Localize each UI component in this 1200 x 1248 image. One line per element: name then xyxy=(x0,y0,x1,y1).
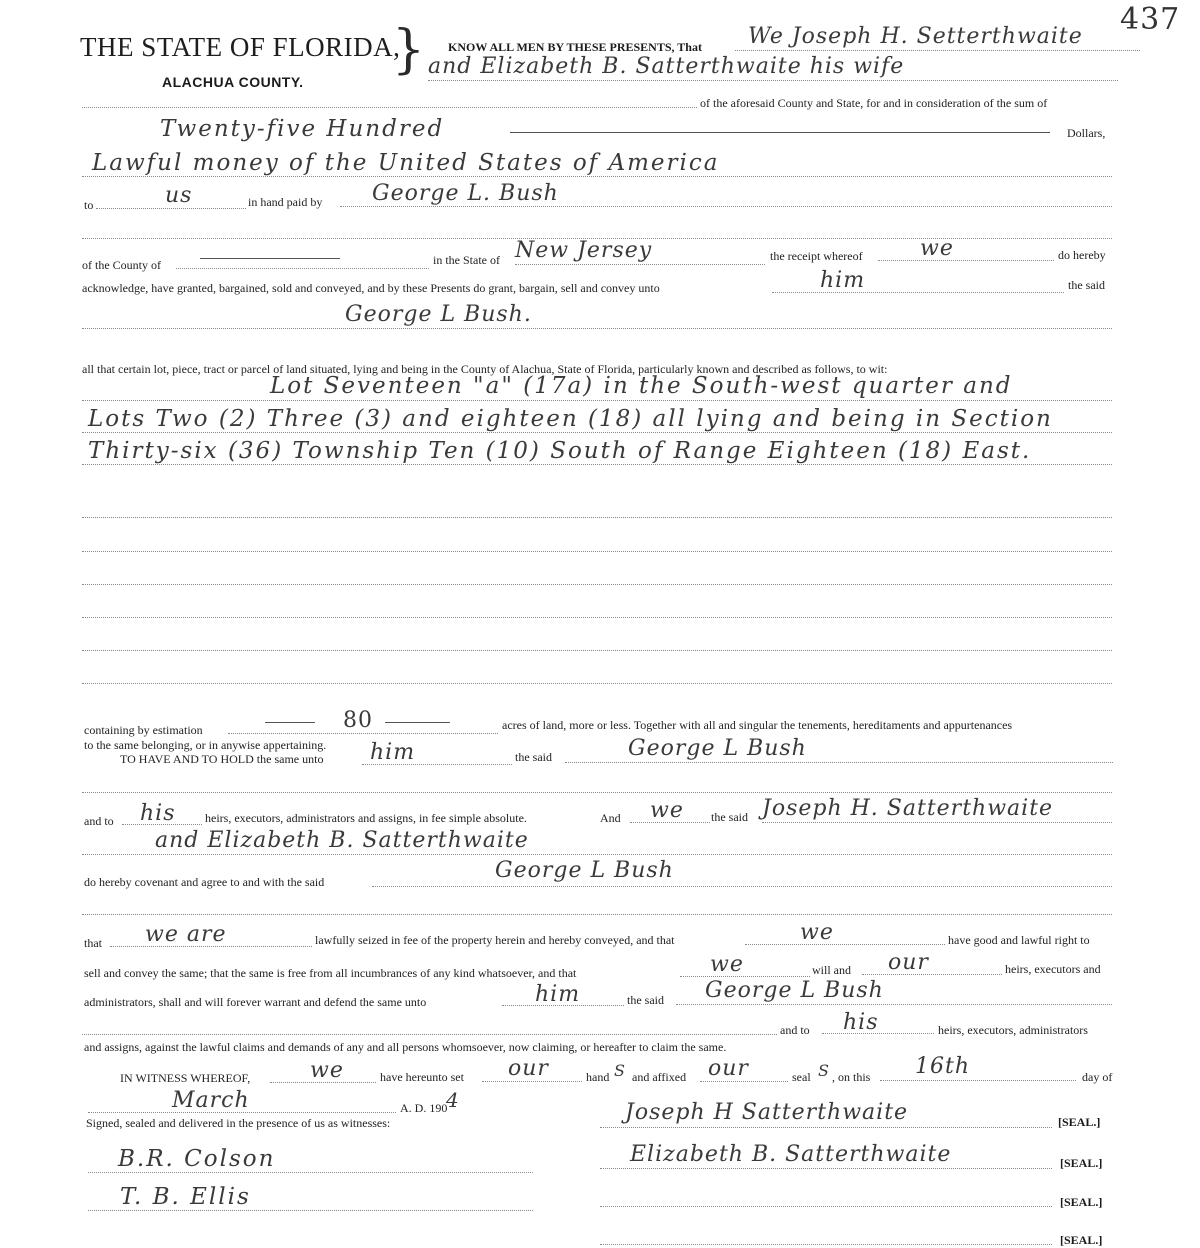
sell-rule-2 xyxy=(862,974,1002,975)
seized-value: we xyxy=(800,920,834,945)
rule-e xyxy=(82,1034,777,1035)
description-line-2: Lots Two (2) Three (3) and eighteen (18) all lying and being in Section xyxy=(88,406,1053,432)
description-line-3: Thirty-six (36) Township Ten (10) South of Range Eighteen (18) East. xyxy=(88,438,1032,464)
covenant-rule xyxy=(372,886,1112,887)
acres-dash-r xyxy=(385,722,450,723)
that-value: we are xyxy=(145,922,227,947)
blank-rule-4 xyxy=(82,617,1112,618)
and-value: we xyxy=(650,798,684,823)
day-rule xyxy=(880,1080,1076,1081)
know-all-text: KNOW ALL MEN BY THESE PRESENTS, That xyxy=(448,40,702,54)
signature-1: Joseph H Satterthwaite xyxy=(625,1100,909,1125)
and-to-rule xyxy=(122,824,202,825)
seal-3: [SEAL.] xyxy=(1060,1195,1103,1209)
county-label: ALACHUA COUNTY. xyxy=(162,74,304,90)
month-rule xyxy=(88,1112,396,1113)
hereunto-label: have hereunto set xyxy=(380,1070,464,1084)
and-to2-rule xyxy=(822,1033,934,1034)
description-line-1: Lot Seventeen "a" (17a) in the South-west quarter and xyxy=(270,373,1013,399)
seal-2: [SEAL.] xyxy=(1060,1156,1103,1170)
county-rule xyxy=(176,268,429,269)
rule-d xyxy=(82,914,1112,915)
acres-value: 80 xyxy=(343,708,373,733)
blank-rule-6 xyxy=(82,683,1112,684)
paid-label: in hand paid by xyxy=(248,195,323,209)
to-value: us xyxy=(165,183,193,208)
state-value: New Jersey xyxy=(515,238,653,263)
header-brace: } xyxy=(392,20,426,80)
grantors-rule-2 xyxy=(428,80,1118,81)
covenantor-1: Joseph H. Satterthwaite xyxy=(762,796,1054,821)
rule-a xyxy=(82,107,697,108)
that-label: that xyxy=(84,936,102,950)
to-have-name-rule xyxy=(565,762,1113,763)
paid-by-name: George L. Bush xyxy=(372,181,559,206)
sell-rule-1 xyxy=(680,976,810,977)
to-have-label: TO HAVE AND TO HOLD the same unto xyxy=(120,752,324,766)
seal-1: [SEAL.] xyxy=(1058,1115,1101,1129)
grantee-name: George L Bush. xyxy=(345,302,532,327)
covenantor-2: and Elizabeth B. Satterthwaite xyxy=(155,828,529,853)
blank-rule-1 xyxy=(82,517,1112,518)
and-label: And xyxy=(600,811,621,825)
day-value: 16th xyxy=(915,1054,971,1079)
sell-text: sell and convey the same; that the same is free from all incumbrances of any kind whatsoever, and that xyxy=(84,966,577,980)
and-rule xyxy=(630,822,710,823)
hand-suffix: S xyxy=(614,1061,626,1080)
on-this-label: , on this xyxy=(832,1070,871,1084)
month-value: March xyxy=(172,1088,250,1113)
rule-money xyxy=(82,176,1112,177)
and-to2-value: his xyxy=(843,1010,879,1035)
blank-rule-5 xyxy=(82,650,1112,651)
paid-rule xyxy=(340,206,1112,207)
sum-dash xyxy=(510,132,1050,133)
witness-label: IN WITNESS WHEREOF, xyxy=(120,1071,251,1085)
and-to-value: his xyxy=(140,801,176,826)
seized-text: lawfully seized in fee of the property herein and hereby conveyed, and that xyxy=(315,933,675,947)
money-text: Lawful money of the United States of America xyxy=(92,150,720,176)
signature-rule-3 xyxy=(600,1206,1052,1207)
state-rule xyxy=(515,264,765,265)
sum-written: Twenty-five Hundred xyxy=(160,116,445,142)
seal-4: [SEAL.] xyxy=(1060,1233,1103,1247)
covenantor-rule-2 xyxy=(82,854,1112,855)
affixed-rule xyxy=(700,1081,788,1082)
grantors-line-2: and Elizabeth B. Satterthwaite his wife xyxy=(428,54,905,79)
hand-label: hand xyxy=(586,1070,610,1084)
to-have-value: him xyxy=(370,740,416,765)
year-digit: 4 xyxy=(446,1088,460,1112)
desc-rule-1 xyxy=(82,400,1112,401)
rule-c xyxy=(82,792,1112,793)
desc-rule-3 xyxy=(82,464,1112,465)
of-county-text: of the aforesaid County and State, for and in consideration of the sum of xyxy=(700,96,1048,110)
seal-label: seal xyxy=(792,1070,811,1084)
heirs-exec2-label: heirs, executors, administrators xyxy=(938,1023,1088,1037)
signature-2: Elizabeth B. Satterthwaite xyxy=(630,1142,952,1167)
and-to2-label: and to xyxy=(780,1023,810,1037)
state-title: THE STATE OF FLORIDA, xyxy=(80,32,401,62)
assigns-text: and assigns, against the lawful claims and demands of any and all persons whomsoever, now claiming, or hereafter to claim the same. xyxy=(84,1040,727,1054)
heirs-text: heirs, executors, administrators and assigns, in fee simple absolute. xyxy=(205,811,527,825)
belonging-text: to the same belonging, or in anywise appertaining. xyxy=(84,738,327,752)
admin-said: the said xyxy=(627,993,664,1007)
heirs-exec-label: heirs, executors and xyxy=(1005,962,1101,976)
receipt-value: we xyxy=(920,236,954,261)
and-to-label: and to xyxy=(84,814,114,828)
signature-rule-1 xyxy=(600,1127,1052,1128)
sell-value-1: we xyxy=(710,952,744,977)
hereunto-value: our xyxy=(508,1056,549,1081)
admin-text: administrators, shall and will forever warrant and defend the same unto xyxy=(84,995,427,1009)
signature-rule-2 xyxy=(600,1168,1052,1169)
dollars-label: Dollars, xyxy=(1067,126,1106,140)
will-and-label: will and xyxy=(812,963,851,977)
containing-label: containing by estimation xyxy=(84,723,203,737)
that-rule xyxy=(110,946,312,947)
acres-rule xyxy=(228,733,498,734)
and-said-label: the said xyxy=(711,810,748,824)
blank-rule-3 xyxy=(82,584,1112,585)
to-have-rule xyxy=(362,764,512,765)
witness-sig-rule-2 xyxy=(88,1210,533,1211)
admin-value: him xyxy=(535,982,581,1007)
covenant-text: do hereby covenant and agree to and with the said xyxy=(84,875,325,889)
sell-value-2: our xyxy=(888,950,929,975)
affixed-value: our xyxy=(708,1056,749,1081)
grantors-rule-1 xyxy=(735,50,1140,51)
desc-rule-2 xyxy=(82,432,1112,433)
convey-unto: him xyxy=(820,268,866,293)
signed-text: Signed, sealed and delivered in the presence of us as witnesses: xyxy=(86,1116,391,1130)
witness-sig-rule-1 xyxy=(88,1172,533,1173)
day-of-label: day of xyxy=(1082,1070,1113,1084)
to-label: to xyxy=(84,198,94,212)
witness-rule xyxy=(270,1082,376,1083)
county-of-label: of the County of xyxy=(82,258,161,272)
admin-name-rule xyxy=(676,1004,1112,1005)
covenantor-rule-1 xyxy=(762,822,1112,823)
state-of-label: in the State of xyxy=(433,253,500,267)
land-intro: all that certain lot, piece, tract or parcel of land situated, lying and being in the County of Alachua, State of Florida, particularly known and described as follows, to wit: xyxy=(82,362,888,376)
to-rule xyxy=(96,208,246,209)
witness-signature-1: B.R. Colson xyxy=(118,1146,276,1172)
admin-rule xyxy=(502,1005,624,1006)
seal-suffix: S xyxy=(818,1061,830,1080)
seized-rule xyxy=(745,944,945,945)
admin-name: George L Bush xyxy=(705,978,884,1003)
do-hereby: do hereby xyxy=(1058,248,1106,262)
ad-label: A. D. 190 xyxy=(400,1101,448,1115)
hereunto-rule xyxy=(482,1081,582,1082)
rule-grantee xyxy=(82,328,1112,329)
witness-signature-2: T. B. Ellis xyxy=(120,1184,251,1210)
receipt-rule xyxy=(878,260,1054,261)
page-number: 437 xyxy=(1120,2,1181,37)
witness-value: we xyxy=(310,1058,344,1083)
grantors-line-1: We Joseph H. Setterthwaite xyxy=(748,24,1083,49)
good-right-text: have good and lawful right to xyxy=(948,933,1090,947)
covenant-name: George L Bush xyxy=(495,858,674,883)
blank-rule-2 xyxy=(82,551,1112,552)
to-have-said: the said xyxy=(515,750,552,764)
the-said-label: the said xyxy=(1068,278,1105,292)
county-dash xyxy=(200,258,340,259)
signature-rule-4 xyxy=(600,1244,1052,1245)
affixed-label: and affixed xyxy=(632,1070,687,1084)
acres-dash-l xyxy=(265,722,315,723)
acres-text: acres of land, more or less. Together with all and singular the tenements, hereditaments and appurtenances xyxy=(502,718,1013,732)
receipt-label: the receipt whereof xyxy=(770,249,863,263)
convey-rule xyxy=(772,292,1064,293)
acknowledge-text: acknowledge, have granted, bargained, sold and conveyed, and by these Presents do grant, bargain, sell and convey unto xyxy=(82,281,660,295)
to-have-name: George L Bush xyxy=(628,736,807,761)
